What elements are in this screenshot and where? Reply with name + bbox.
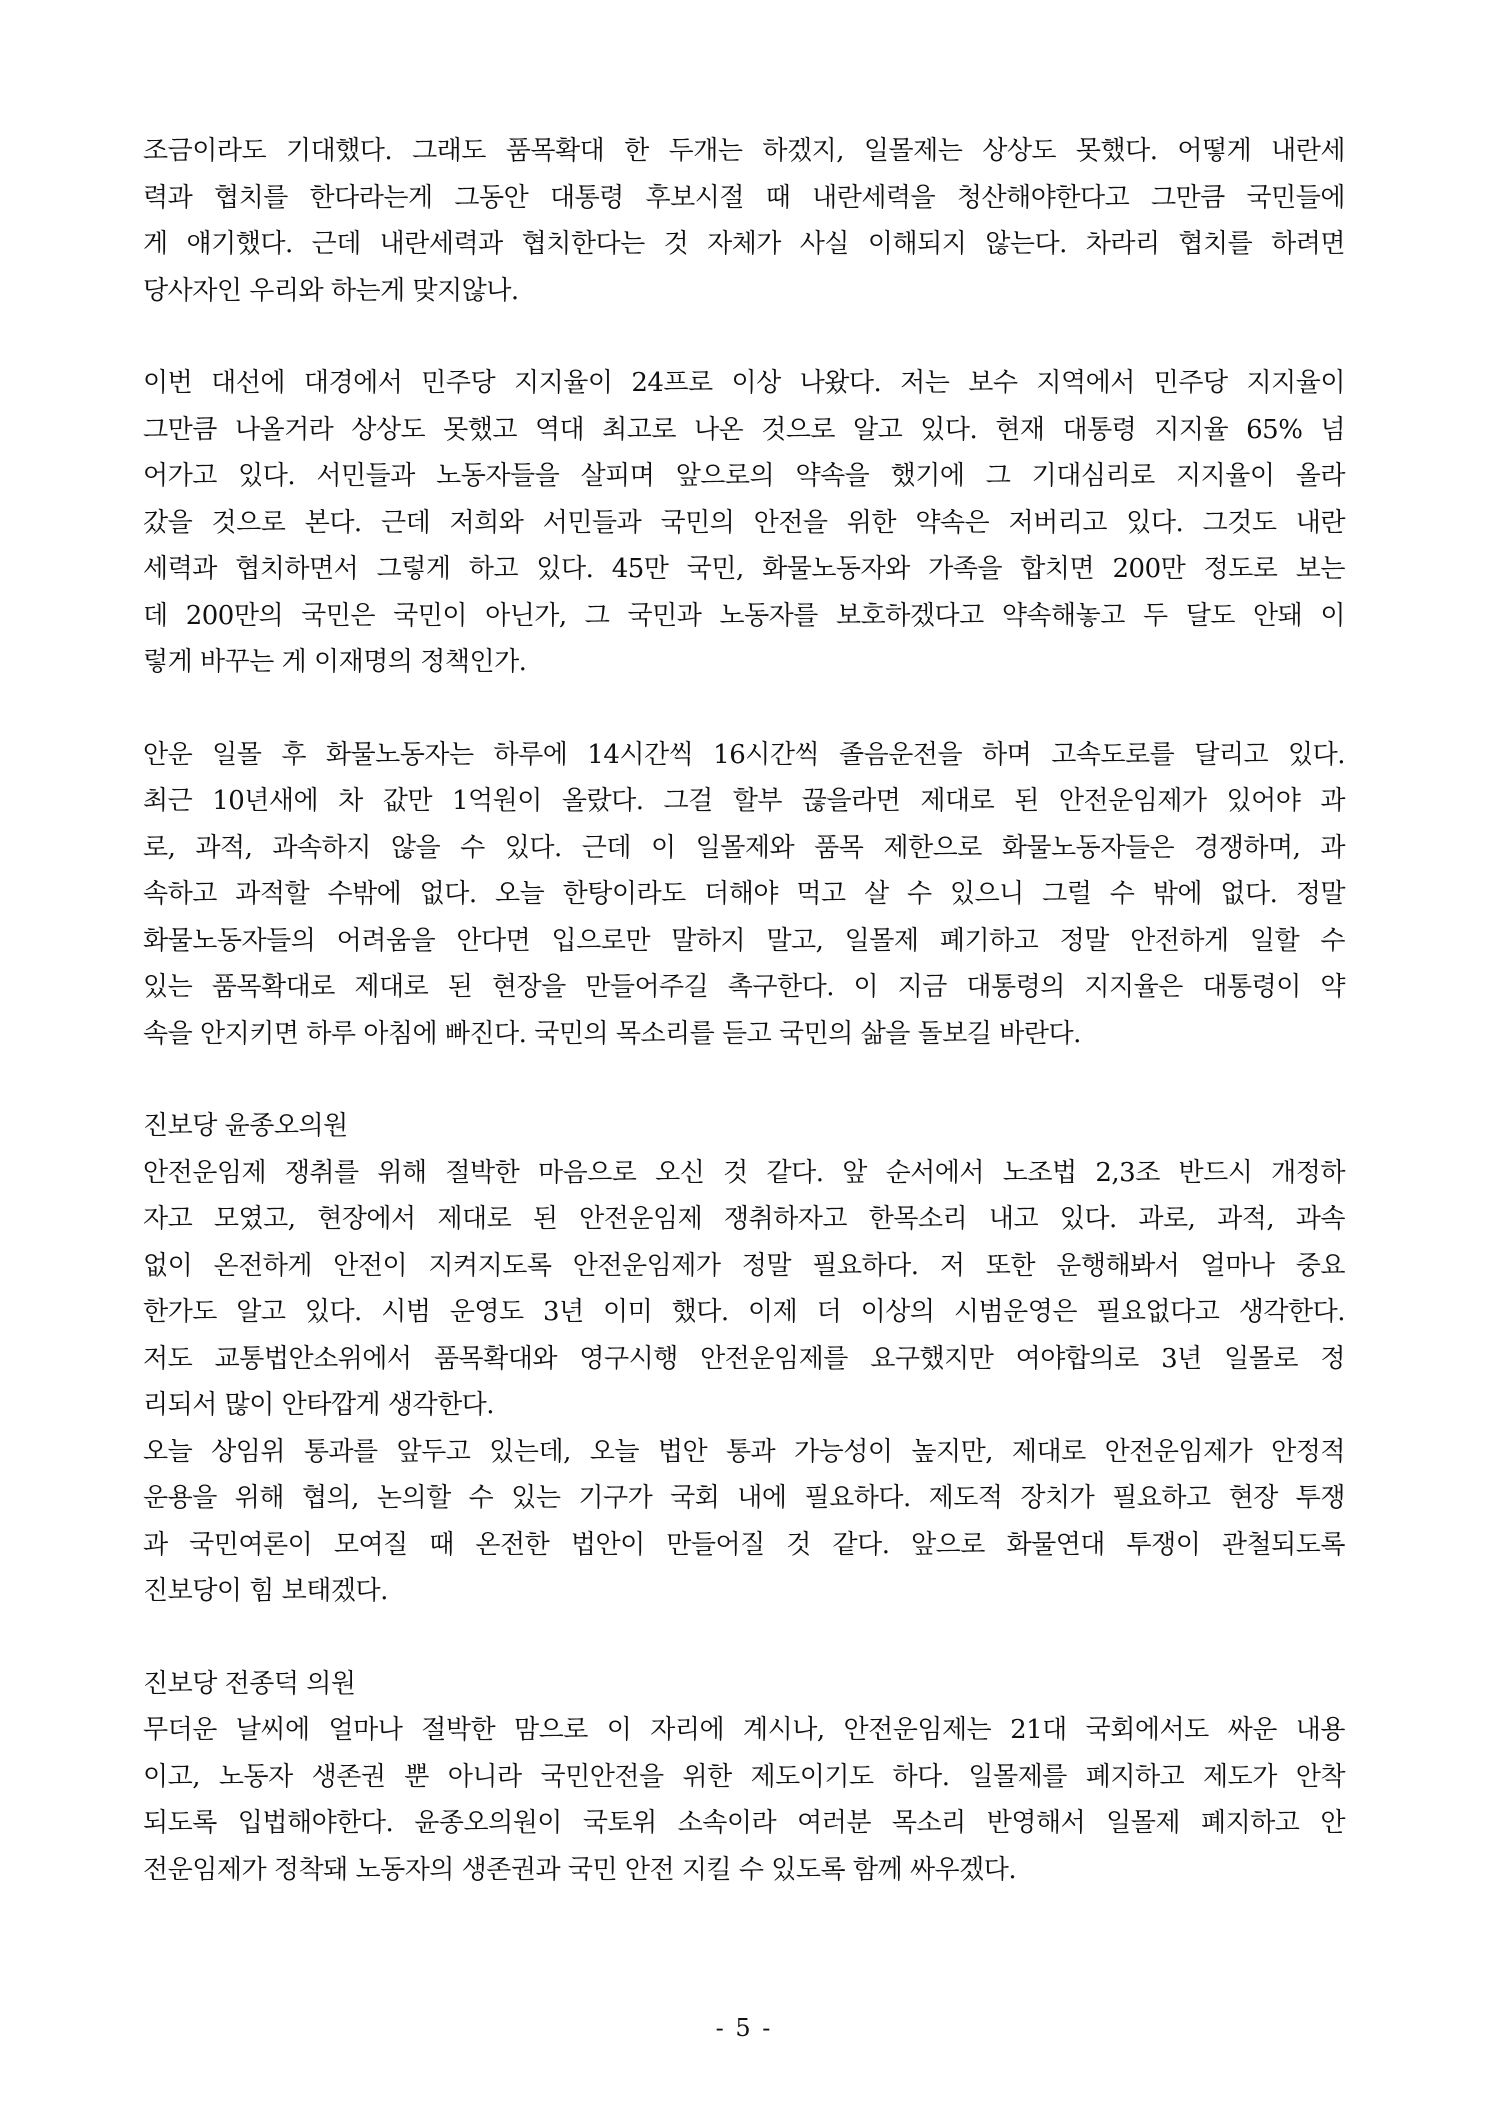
text-line: 어가고 있다. 서민들과 노동자들을 살피며 앞으로의 약속을 했기에 그 기대심리로 지지율이 올라 <box>143 461 1345 491</box>
page-number: - 5 - <box>715 2014 773 2042</box>
text-line: 렇게 바꾸는 게 이재명의 정책인가. <box>143 647 527 677</box>
text-line: 진보당이 힘 보태겠다. <box>143 1576 388 1606</box>
text-line: 게 얘기했다. 근데 내란세력과 협치한다는 것 자체가 사실 이해되지 않는다. 차라리 협치를 하려면 <box>143 229 1345 259</box>
text-line: 자고 모였고, 현장에서 제대로 된 안전운임제 쟁취하자고 한목소리 내고 있다. 과로, 과적, 과속 <box>143 1204 1345 1234</box>
speech-paragraph <box>143 1429 1345 1615</box>
text-line: 안운 일몰 후 화물노동자는 하루에 14시간씩 16시간씩 졸음운전을 하며 고속도로를 달리고 있다. <box>143 739 1345 770</box>
document-body <box>143 128 1345 1939</box>
speech-paragraph <box>143 1150 1345 1429</box>
speaker-section-jeon <box>143 1661 1345 1894</box>
text-line: 운용을 위해 협의, 논의할 수 있는 기구가 국회 내에 필요하다. 제도적 장치가 필요하고 현장 투쟁 <box>143 1483 1345 1513</box>
text-line: 한가도 알고 있다. 시범 운영도 3년 이미 했다. 이제 더 이상의 시범운영은 필요없다고 생각한다. <box>143 1297 1345 1327</box>
text-line: 저도 교통법안소위에서 품목확대와 영구시행 안전운임제를 요구했지만 여야합의로 3년 일몰로 정 <box>143 1343 1345 1374</box>
text-line: 없이 온전하게 안전이 지켜지도록 안전운임제가 정말 필요하다. 저 또한 운행해봐서 얼마나 중요 <box>143 1250 1345 1281</box>
text-line: 무더운 날씨에 얼마나 절박한 맘으로 이 자리에 계시나, 안전운임제는 21대 국회에서도 싸운 내용 <box>143 1715 1345 1745</box>
speaker-section-yoon <box>143 1103 1345 1615</box>
paragraph-1 <box>143 128 1345 314</box>
text-line: 리되서 많이 안타깝게 생각한다. <box>143 1390 495 1420</box>
text-line: 전운임제가 정착돼 노동자의 생존권과 국민 안전 지킬 수 있도록 함께 싸우겠다. <box>143 1854 1017 1885</box>
text-line: 로, 과적, 과속하지 않을 수 있다. 근데 이 일몰제와 품목 제한으로 화물노동자들은 경쟁하며, 과 <box>143 832 1345 863</box>
text-line: 이번 대선에 대경에서 민주당 지지율이 24프로 이상 나왔다. 저는 보수 지역에서 민주당 지지율이 <box>143 368 1345 398</box>
text-line: 데 200만의 국민은 국민이 아닌가, 그 국민과 노동자를 보호하겠다고 약속해놓고 두 달도 안돼 이 <box>143 600 1345 631</box>
text-line: 갔을 것으로 본다. 근데 저희와 서민들과 국민의 안전을 위한 약속은 저버리고 있다. 그것도 내란 <box>143 507 1345 538</box>
text-line: 최근 10년새에 차 값만 1억원이 올랐다. 그걸 할부 끊을라면 제대로 된 안전운임제가 있어야 과 <box>143 786 1345 816</box>
text-line: 화물노동자들의 어려움을 안다면 입으로만 말하지 말고, 일몰제 폐기하고 정말 안전하게 일할 수 <box>143 925 1345 956</box>
text-line: 안전운임제 쟁취를 위해 절박한 마음으로 오신 것 같다. 앞 순서에서 노조법 2,3조 반드시 개정하 <box>143 1157 1345 1188</box>
text-line: 되도록 입법해야한다. 윤종오의원이 국토위 소속이라 여러분 목소리 반영해서 일몰제 폐지하고 안 <box>143 1808 1345 1838</box>
text-line: 있는 품목확대로 제대로 된 현장을 만들어주길 촉구한다. 이 지금 대통령의 지지율은 대통령이 약 <box>143 972 1345 1002</box>
text-line: 이고, 노동자 생존권 뿐 아니라 국민안전을 위한 제도이기도 하다. 일몰제를 폐지하고 제도가 안착 <box>143 1761 1345 1792</box>
text-line: 세력과 협치하면서 그렇게 하고 있다. 45만 국민, 화물노동자와 가족을 합치면 200만 정도로 보는 <box>143 554 1345 584</box>
text-line: 그만큼 나올거라 상상도 못했고 역대 최고로 나온 것으로 알고 있다. 현재 대통령 지지율 65% 넘 <box>143 414 1345 445</box>
text-line: 당사자인 우리와 하는게 맞지않나. <box>143 275 519 306</box>
text-line: 오늘 상임위 통과를 앞두고 있는데, 오늘 법안 통과 가능성이 높지만, 제대로 안전운임제가 안정적 <box>143 1436 1345 1467</box>
speaker-name: 진보당 전종덕 의원 <box>143 1668 356 1699</box>
speech-paragraph <box>143 1707 1345 1893</box>
text-line: 과 국민여론이 모여질 때 온전한 법안이 만들어질 것 같다. 앞으로 화물연대 투쟁이 관철되도록 <box>143 1529 1345 1560</box>
paragraph-3 <box>143 732 1345 1058</box>
speaker-name: 진보당 윤종오의원 <box>143 1111 348 1141</box>
text-line: 조금이라도 기대했다. 그래도 품목확대 한 두개는 하겠지, 일몰제는 상상도 못했다. 어떻게 내란세 <box>143 136 1345 166</box>
paragraph-2 <box>143 360 1345 686</box>
text-line: 속하고 과적할 수밖에 없다. 오늘 한탕이라도 더해야 먹고 살 수 있으니 그럴 수 밖에 없다. 정말 <box>143 879 1345 909</box>
text-line: 력과 협치를 한다라는게 그동안 대통령 후보시절 때 내란세력을 청산해야한다고 그만큼 국민들에 <box>143 182 1345 213</box>
text-line: 속을 안지키면 하루 아침에 빠진다. 국민의 목소리를 듣고 국민의 삶을 돌보길 바란다. <box>143 1018 1081 1049</box>
